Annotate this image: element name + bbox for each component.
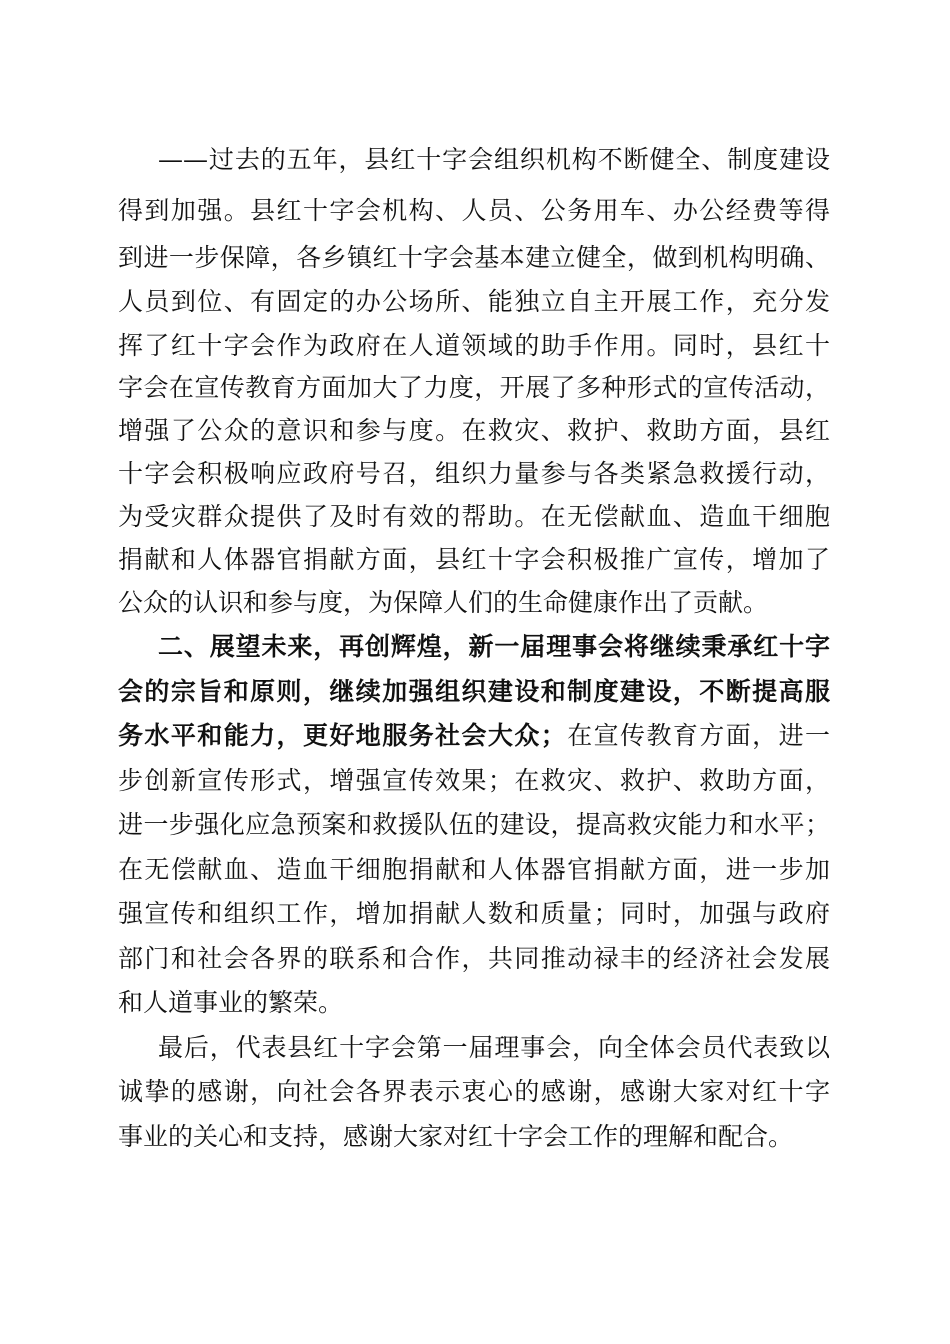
paragraph-2-line-7: 强宣传和组织工作，增加捐献人数和质量；同时，加强与政府 — [118, 899, 830, 928]
paragraph-1-line-11: 公众的认识和参与度，为保障人们的生命健康作出了贡献。 — [118, 588, 769, 617]
paragraph-1-line-10: 捐献和人体器官捐献方面，县红十字会积极推广宣传，增加了 — [118, 545, 830, 574]
paragraph-1-line-9: 为受灾群众提供了及时有效的帮助。在无偿献血、造血干细胞 — [118, 502, 830, 531]
paragraph-1-line-2: 得到加强。县红十字会机构、人员、公务用车、办公经费等得 — [118, 196, 830, 225]
paragraph-3-line-3: 事业的关心和支持，感谢大家对红十字会工作的理解和配合。 — [118, 1122, 794, 1151]
paragraph-2-line-3-rest: 在宣传教育方面，进一 — [565, 721, 830, 750]
paragraph-1-line-7: 增强了公众的意识和参与度。在救灾、救护、救助方面，县红 — [118, 416, 830, 445]
paragraph-1-line-4: 人员到位、有固定的办公场所、能独立自主开展工作，充分发 — [118, 287, 830, 316]
paragraph-2-line-6: 在无偿献血、造血干细胞捐献和人体器官捐献方面，进一步加 — [118, 855, 830, 884]
paragraph-2-line-9: 和人道事业的繁荣。 — [118, 988, 344, 1017]
paragraph-1-line-3: 到进一步保障，各乡镇红十字会基本建立健全，做到机构明确、 — [118, 243, 830, 272]
paragraph-3-line-1: 最后，代表县红十字会第一届理事会，向全体会员代表致以 — [158, 1033, 830, 1062]
paragraph-2-bold-line-3: 务水平和能力，更好地服务社会大众； — [118, 721, 566, 750]
paragraph-1-line-1: ——过去的五年，县红十字会组织机构不断健全、制度建设 — [158, 145, 830, 174]
paragraph-2-bold-line-1: 二、展望未来，再创辉煌，新一届理事会将继续秉承红十字 — [158, 632, 830, 661]
paragraph-2-bold-line-2: 会的宗旨和原则，继续加强组织建设和制度建设，不断提高服 — [118, 677, 830, 706]
paragraph-2-line-8: 部门和社会各界的联系和合作，共同推动禄丰的经济社会发展 — [118, 944, 830, 973]
paragraph-2-line-5: 进一步强化应急预案和救援队伍的建设，提高救灾能力和水平； — [118, 810, 830, 839]
paragraph-2-line-3 — [118, 716, 830, 756]
paragraph-1-line-6: 字会在宣传教育方面加大了力度，开展了多种形式的宣传活动， — [118, 373, 830, 402]
paragraph-1-line-5: 挥了红十字会作为政府在人道领域的助手作用。同时，县红十 — [118, 331, 830, 360]
paragraph-3-line-2: 诚挚的感谢，向社会各界表示衷心的感谢，感谢大家对红十字 — [118, 1077, 830, 1106]
paragraph-2-line-4: 步创新宣传形式，增强宣传效果；在救灾、救护、救助方面， — [118, 766, 830, 795]
paragraph-1-line-8: 十字会积极响应政府号召，组织力量参与各类紧急救援行动， — [118, 459, 830, 488]
